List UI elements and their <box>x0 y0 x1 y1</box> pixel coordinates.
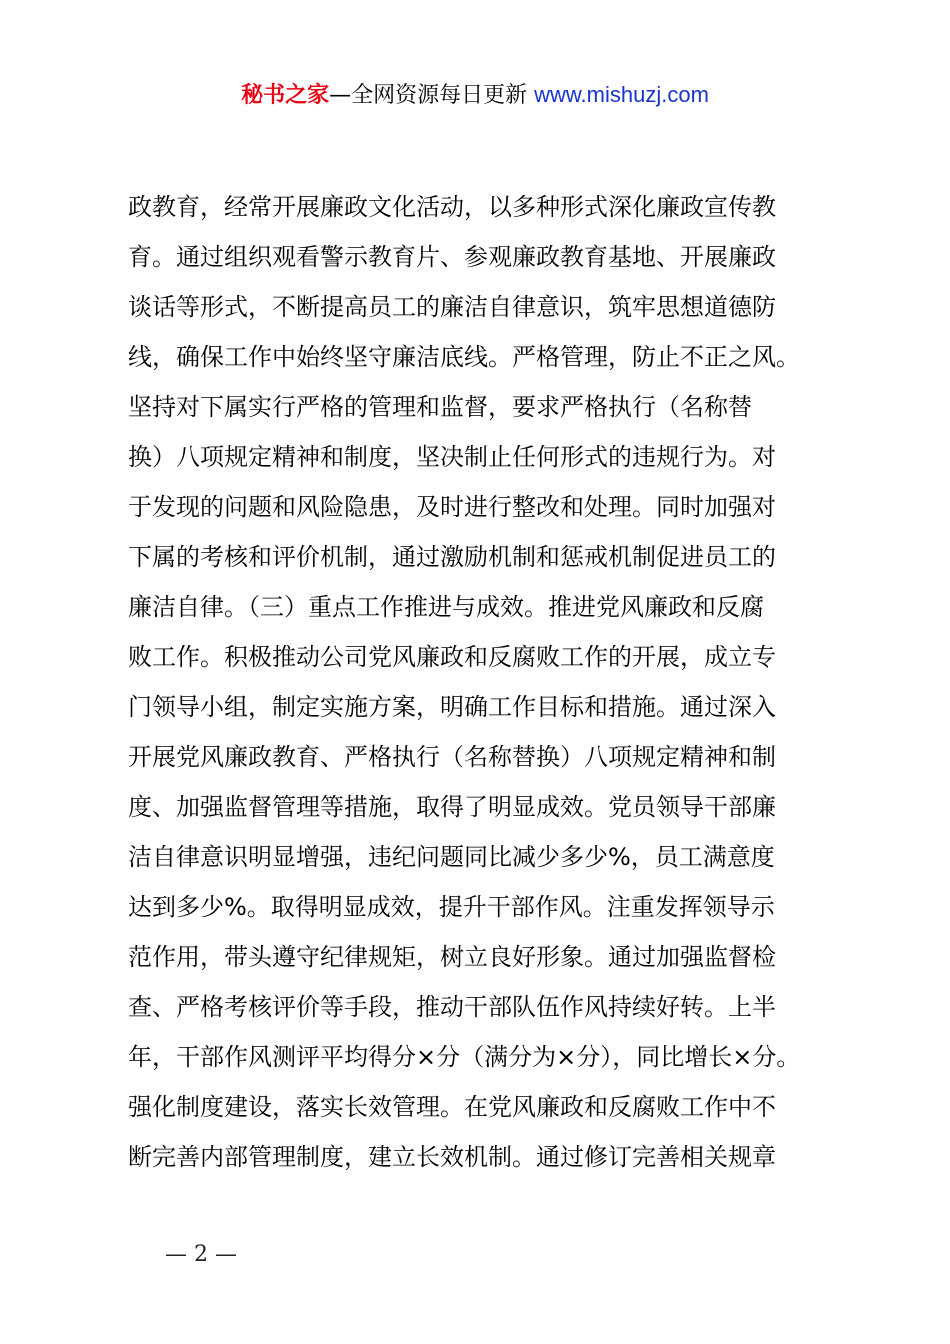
body-line: 断完善内部管理制度，建立长效机制。通过修订完善相关规章 <box>128 1143 776 1171</box>
body-line: 换）八项规定精神和制度，坚决制止任何形式的违规行为。对 <box>128 443 776 471</box>
body-line: 廉洁自律。（三）重点工作推进与成效。推进党风廉政和反腐 <box>128 593 764 621</box>
body-line: 育。通过组织观看警示教育片、参观廉政教育基地、开展廉政 <box>128 243 776 271</box>
body-line: 强化制度建设，落实长效管理。在党风廉政和反腐败工作中不 <box>128 1093 776 1121</box>
body-line: 败工作。积极推动公司党风廉政和反腐败工作的开展，成立专 <box>128 643 776 671</box>
body-line: 查、严格考核评价等手段，推动干部队伍作风持续好转。上半 <box>128 993 776 1021</box>
body-line: 线，确保工作中始终坚守廉洁底线。严格管理，防止不正之风。 <box>128 343 800 371</box>
body-line: 年，干部作风测评平均得分×分（满分为×分），同比增长×分。 <box>128 1043 801 1071</box>
body-line: 开展党风廉政教育、严格执行（名称替换）八项规定精神和制 <box>128 743 776 771</box>
site-header <box>0 78 950 113</box>
document-body <box>128 182 838 1182</box>
brand-name: 秘书之家 <box>241 83 330 108</box>
body-line: 下属的考核和评价机制，通过激励机制和惩戒机制促进员工的 <box>128 543 776 571</box>
body-line: 于发现的问题和风险隐患，及时进行整改和处理。同时加强对 <box>128 493 776 521</box>
body-line: 坚持对下属实行严格的管理和监督，要求严格执行（名称替 <box>128 393 752 421</box>
body-line: 洁自律意识明显增强，违纪问题同比减少多少%，员工满意度 <box>128 843 775 871</box>
body-line: 达到多少%。取得明显成效，提升干部作风。注重发挥领导示 <box>128 893 775 921</box>
site-url-link[interactable]: www.mishuzj.com <box>534 82 709 107</box>
body-line: 度、加强监督管理等措施，取得了明显成效。党员领导干部廉 <box>128 793 776 821</box>
body-line: 门领导小组，制定实施方案，明确工作目标和措施。通过深入 <box>128 693 776 721</box>
header-tagline: —全网资源每日更新 <box>329 83 535 108</box>
body-line: 谈话等形式，不断提高员工的廉洁自律意识，筑牢思想道德防 <box>128 293 776 321</box>
body-line: 范作用，带头遵守纪律规矩，树立良好形象。通过加强监督检 <box>128 943 776 971</box>
body-line: 政教育，经常开展廉政文化活动，以多种形式深化廉政宣传教 <box>128 193 776 221</box>
page-number: — 2 — <box>165 1242 237 1267</box>
